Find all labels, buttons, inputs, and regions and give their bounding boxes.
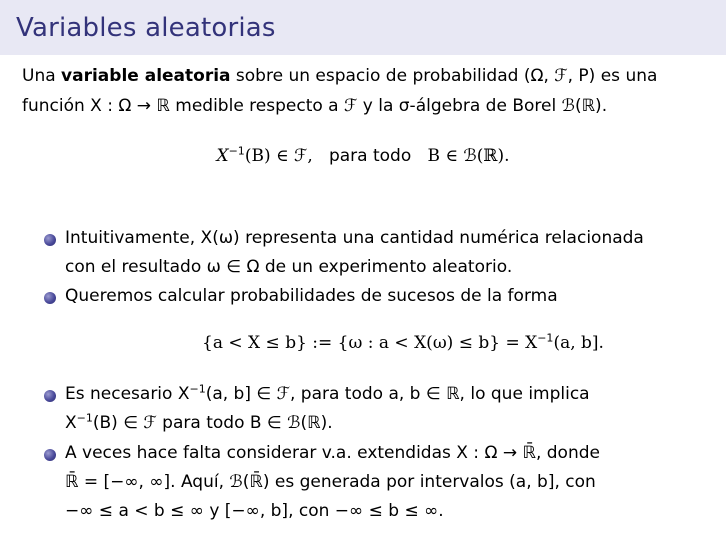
formula-text: para todo — [328, 146, 412, 166]
list-item-line — [65, 380, 715, 409]
list-item-line: con el resultado ω ∈ Ω de un experimento aleatorio. — [65, 257, 513, 277]
list-item-line — [65, 409, 715, 438]
list-item — [65, 282, 715, 311]
formula-exponent: −1 — [76, 411, 93, 425]
list-item-line: Queremos calcular probabilidades de sucesos de la forma — [65, 286, 558, 306]
formula-exponent: −1 — [228, 144, 245, 158]
list-item-text: (a, b] ∈ ℱ, para todo a, b ∈ ℝ, lo que implica — [205, 384, 590, 404]
definition-line-1 — [22, 61, 712, 91]
formula-symbol: X — [216, 146, 229, 166]
frame-title: Variables aleatorias — [16, 13, 276, 43]
definition-term: variable aleatoria — [61, 66, 231, 86]
list-item-line: ℝ̄ = [−∞, ∞]. Aquí, ℬ(ℝ̄) es generada por intervalos (a, b], con — [65, 472, 596, 492]
formula-text: (B) ∈ ℱ, — [244, 146, 313, 166]
list-item — [65, 380, 715, 438]
formula-text: (a, b]. — [553, 333, 604, 353]
bullet-icon — [44, 449, 56, 461]
definition-paragraph — [22, 61, 712, 121]
list-item-line: Intuitivamente, X(ω) representa una cantidad numérica relacionada — [65, 228, 644, 248]
list-item — [65, 224, 715, 282]
formula-text: {a < X ≤ b} := {ω : a < X(ω) ≤ b} = X — [202, 333, 538, 353]
formula-exponent: −1 — [537, 331, 554, 345]
formula-exponent: −1 — [189, 382, 206, 396]
list-item-text: Es necesario X — [65, 384, 190, 404]
list-item-line: A veces hace falta considerar v.a. extendidas X : Ω → ℝ̄, donde — [65, 443, 600, 463]
event-formula — [40, 333, 726, 353]
formula-condition: B ∈ ℬ(ℝ). — [427, 146, 510, 166]
frame-title-bar — [0, 0, 726, 55]
list-item-text: X — [65, 413, 77, 433]
definition-text: Una — [22, 66, 62, 86]
bullet-icon — [44, 390, 56, 402]
bullet-icon — [44, 234, 56, 246]
definition-line-2: función X : Ω → ℝ medible respecto a ℱ y la σ-álgebra de Borel ℬ(ℝ). — [22, 96, 608, 116]
bullet-icon — [44, 292, 56, 304]
definition-text: sobre un espacio de probabilidad (Ω, ℱ, P) es una — [230, 66, 658, 86]
list-item-text: (B) ∈ ℱ para todo B ∈ ℬ(ℝ). — [92, 413, 333, 433]
list-item-line: −∞ ≤ a < b ≤ ∞ y [−∞, b], con −∞ ≤ b ≤ ∞. — [65, 501, 444, 521]
list-item — [65, 439, 715, 526]
preimage-formula — [0, 146, 726, 166]
